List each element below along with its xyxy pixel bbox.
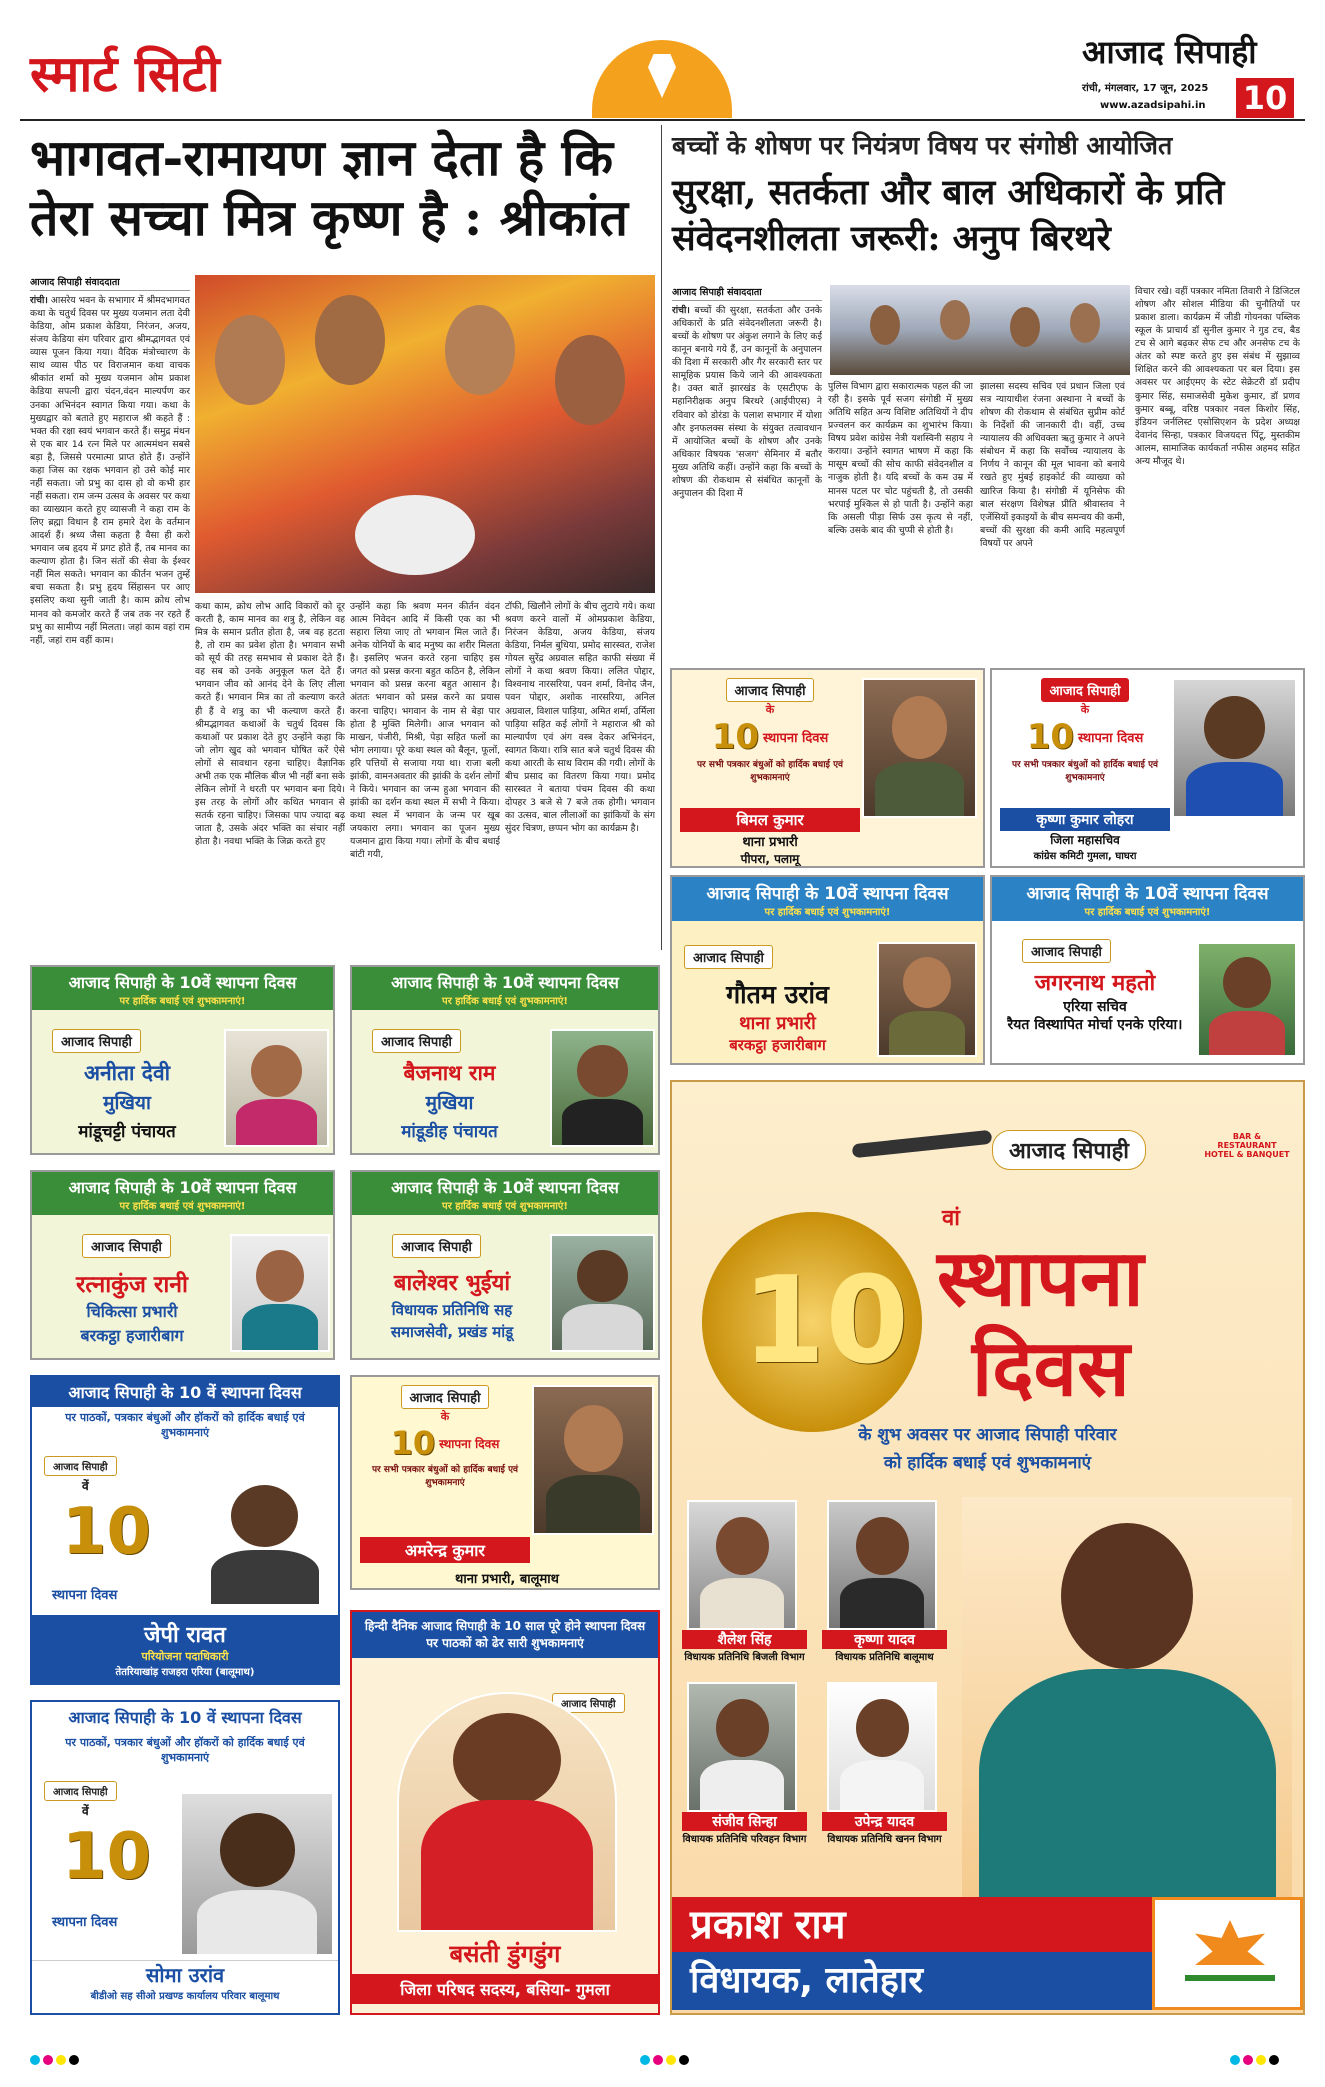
ad-soma-oraon: [30, 1700, 340, 2015]
ad-place: मांडूडीह पंचायत: [401, 1122, 498, 1142]
ad-subheader: पर हार्दिक बधाई एवं शुभकामनाएं!: [352, 1198, 658, 1215]
left-col3-text: उन्होंने कहा कि श्रवण मनन कीर्तन वंदन आत्म निवेदन आदि में किसी एक का भी सहारा लिया जाए तो भगवान मिल जाते हैं। अनेक योनियों के बाद मनुष्य का शरीर मिलता है। इसलिए भजन करते रहना चाहिए इस जगत को प्रसन्न करना बहुत कठिन है, लेकिन भगवान को प्रसन्न करना बहुत आसान है। अंततः भगवान को प्रसन्न करने का प्रयास करना चाहिए। भगवान के नाम से बेड़ा पार होता है मुक्ति मिलेगी। आज भगवान को माखन, पंजीरी, मिश्री, पेड़ा सहित फलों का भोग लगाया। पूरे कथा स्थल को बैलून, फूलों, हरि पत्तियों से सजाया गया था। राजा बली झांकी, वामनअवतार की झांकी के दर्शन लोगों ने किये। भगवान का जन्म हुआ भगवान की झांकी का दर्शन कथा स्थल में सभी ने किया। कथा स्थल में भगवान के जन्म पर खूब जयकारा लगा। भगवान का पूजन मुख्य यजमान द्वारा किया गया। लोगों के बीच बधाई बांटी गयी,: [350, 601, 500, 861]
right-byline: आजाद सिपाही संवाददाता: [672, 285, 822, 301]
ad-header: आजाद सिपाही के 10वें स्थापना दिवस: [672, 877, 983, 904]
left-col2-text: कथा काम, क्रोध लोभ आदि विकारों को दूर करती है, काम मानव का शत्रु है, लेकिन वह मित्र के समान प्रतीत होता है, जब वह हटता है, तो राम का प्रवेश होता है। भगवान सभी को सूर्य की तरह समभाव से प्रकाश देते हैं। वह सब को उनके अनुकूल फल देते हैं। भगवान जीव को आनंद देने के लिए लीला करते हैं। भगवान मित्र का तो कल्याण करते ही हैं वे शत्रु का भी कल्याण करते हैं। श्रीमद्भागवत कथाओं के चतुर्थ दिवस कि कथाओं पर प्रकाश देते हुए उन्होंने कहा कि जो लोग खुद को भगवान घोषित करें ऐसे लोगों से सावधान रहना चाहिए। वैज्ञानिक अभी तक एक मौलिक बीज भी नहीं बना सके लेकिन लोगों ने धरती पर भगवान बना दिये। इस तरह के लोगों और कथित भगवान से सतर्क रहना चाहिए। जिसका पाप ज्यादा बढ़ जाता है, उसके अंदर भक्ति का संचार नहीं होता है। नवधा भक्ति के जिक्र करते हुए: [195, 601, 345, 848]
ad-occasion: स्थापना दिवस: [52, 1588, 118, 1603]
left-byline: आजाद सिपाही संवाददाता: [30, 275, 190, 291]
ten-number: 10: [62, 1495, 152, 1569]
ad-logo: आजाद सिपाही: [372, 1029, 461, 1053]
registration-marks-left: [30, 2050, 82, 2069]
ten-medal: [680, 717, 860, 757]
portrait: [862, 678, 977, 818]
ad-role: मुखिया: [103, 1092, 151, 1114]
ad-subheader: पर हार्दिक बधाई एवं शुभकामनाएं!: [32, 993, 333, 1010]
ad-logo: आजाद सिपाही: [1041, 678, 1130, 702]
ad-name: कृष्णा कुमार लोहरा: [1000, 808, 1170, 831]
ad-header: आजाद सिपाही के 10वें स्थापना दिवस: [32, 967, 333, 993]
portrait-sanjeev: [687, 1682, 797, 1812]
ten-number: 10: [1026, 717, 1075, 757]
ad-ke: के: [765, 703, 775, 716]
ad-ke: के: [1080, 703, 1090, 716]
ad-occasion: स्थापना दिवस: [1078, 731, 1144, 746]
pen-nib-icon: [648, 54, 676, 98]
ad-baijnath-ram: [350, 965, 660, 1155]
ad-place: तेतरियाखांड़ राजहरा एरिया (बालूमाथ): [115, 1667, 255, 1678]
p1-role: विधायक प्रतिनिधि बिजली विभाग: [684, 1652, 805, 1663]
left-col1-clip: [30, 275, 190, 950]
ad-greeting: पर सभी पत्रकार बंधुओं को हार्दिक बधाई एवं शुभकामनाएं: [1011, 760, 1159, 783]
ad-subheader: पर पाठकों, पत्रकार बंधुओं और हॉकरों को हार्दिक बधाई एवं शुभकामनाएं: [65, 1736, 305, 1764]
ad-greeting: पर सभी पत्रकार बंधुओं को हार्दिक बधाई एवं शुभकामनाएं: [696, 760, 844, 783]
ad-ratnakunj-rani: [30, 1170, 335, 1360]
left-dateline: रांची।: [30, 295, 48, 306]
portrait: [550, 1234, 655, 1352]
ad-anita-devi: [30, 965, 335, 1155]
p4-role: विधायक प्रतिनिधि खनन विभाग: [827, 1834, 942, 1845]
registration-marks-center: [640, 2050, 692, 2069]
masthead: [0, 0, 1325, 120]
ad-role: मुखिया: [425, 1092, 474, 1114]
ad-prakash-ram: [670, 1080, 1305, 2015]
portrait: [397, 1692, 617, 1932]
big-title-2: दिवस: [972, 1323, 1130, 1414]
right-col2-text: पुलिस विभाग द्वारा सकारात्मक पहल की जा रही है। इसके पूर्व सजग संगोष्ठी में मुख्य अतिथि सहित अन्य विशिष्ट अतिथियों ने दीप प्रज्वलन कर कार्यक्रम का शुभारंभ किया। विषय प्रवेश कांग्रेस नेत्री यशस्विनी सहाय ने कराया। उन्होंने स्वागत भाषण में कहा कि मासूम बच्चों की सोच काफी संवेदनशील व नाजुक होती है। यदि बच्चों के कम उम्र में मानस पटल पर चोट पहुंचती है, तो उसकी भरपाई मुश्किल से हो पाती है। उन्होंने कहा कि असली पीड़ा सिर्फ उस कृत्य से नहीं, बल्कि उसके बाद की चुप्पी से होती है।: [828, 381, 973, 536]
ad-header: आजाद सिपाही के 10वें स्थापना दिवस: [352, 967, 658, 993]
p2-name: कृष्णा यादव: [822, 1630, 947, 1649]
p3-name: संजीव सिन्हा: [682, 1812, 807, 1831]
ad-logo: आजाद सिपाही: [52, 1029, 141, 1053]
ad-krishna-lohra: [990, 668, 1305, 868]
ad-occasion: स्थापना दिवस: [439, 1436, 500, 1451]
ad-name: अनीता देवी: [83, 1061, 171, 1085]
left-headline: भागवत-रामायण ज्ञान देता है कि तेरा सच्चा मित्र कृष्ण है : श्रीकांत: [30, 128, 628, 247]
right-col-1: [672, 285, 822, 660]
ad-baleshwar-bhuiyan: [350, 1170, 660, 1360]
ad-amrendra-kumar: [350, 1375, 660, 1590]
ad-subheader: पर हार्दिक बधाई एवं शुभकामनाएं!: [32, 1198, 333, 1215]
section-title: स्मार्ट सिटी: [30, 44, 220, 103]
ad-subheader: पर हार्दिक बधाई एवं शुभकामनाएं!: [672, 904, 983, 921]
ad-logo: आजाद सिपाही: [726, 678, 815, 702]
ten-number: 10: [711, 717, 760, 757]
big-title-1: स्थापना: [937, 1233, 1144, 1324]
ad-role: थाना प्रभारी, बालूमाथ: [455, 1572, 559, 1587]
portrait: [182, 1794, 332, 1954]
ad-role: थाना प्रभारी: [742, 835, 798, 850]
pen-nib-emblem: [592, 40, 732, 118]
ad-role: थाना प्रभारी: [739, 1013, 816, 1034]
ad-jp-rawat: [30, 1375, 340, 1685]
p3-role: विधायक प्रतिनिधि परिवहन विभाग: [682, 1834, 807, 1845]
ad-ve: वें: [82, 1804, 89, 1818]
portrait: [877, 942, 977, 1057]
page-number: 10: [1236, 78, 1294, 118]
website[interactable]: www.azadsipahi.in: [1100, 100, 1206, 111]
right-col1-text: बच्चों की सुरक्षा, सतर्कता और उनके अधिकारों के प्रति संवेदनशीलता जरूरी है। बच्चों के शोषण पर अंकुश लगाने के लिए कई कानून बनाये गये हैं, उन कानूनों के अनुपालन की दिशा में सरकारी और गैर सरकारी स्तर पर सामूहिक प्रयास किये जाने की आवश्यकता है। उक्त बातें झारखंड के एसटीएफ के महानिरीक्षक अनुप बिरथरे (आईपीएस) ने रविवार को डोरंडा के पलाश सभागार में योशा और इनफलक्स संस्था के संयुक्त तत्वावधान में आयोजित बच्चों के शोषण और उनके अधिकार विषयक 'सजग' सेमिनार में बतौर मुख्य अतिथि कहीं। उन्होंने कहा कि बच्चों के शोषण की रोकथाम से संबंधित कानूनों के अनुपालन की दिशा में: [672, 305, 822, 499]
portrait-krishna-yadav: [827, 1500, 937, 1630]
ad-role: परियोजना पदाधिकारी: [141, 1650, 229, 1663]
column-divider: [661, 125, 662, 950]
big-message-2: को हार्दिक बधाई एवं शुभकामनाएं: [883, 1453, 1092, 1473]
ad-place: कांग्रेस कमिटी गुमला, घाघरा: [1033, 851, 1137, 862]
ad-name: बिमल कुमार: [680, 808, 860, 832]
ad-header: आजाद सिपाही के 10 वें स्थापना दिवस: [32, 1377, 338, 1407]
ad-header: आजाद सिपाही के 10वें स्थापना दिवस: [352, 1172, 658, 1198]
ad-role: बीडीओ सह सीओ प्रखण्ड कार्यालय परिवार बालूमाथ: [90, 1991, 280, 2002]
right-col4-text: विचार रखे। वहीं पत्रकार नमिता तिवारी ने डिजिटल शोषण और सोशल मीडिया की चुनौतियों पर प्रकाश डाला। कार्यक्रम में जीडी गोयनका पब्लिक स्कूल के प्राचार्य डॉ सुनील कुमार ने गुड टच, बैड टच से आगे बढ़कर सेफ टच और अनसेफ टच के अंतर को स्पष्ट करते हुए इस संबंध में सुझाव्व शिक्षित करने की आवश्यकता पर बल दिया। इस अवसर पर आईएमए के स्टेट सेक्रेटरी डॉ प्रदीप कुमार सिंह, समाजसेवी मुकेश कुमार, डॉ प्रणव कुमार बब्बू, वरिष्ठ पत्रकार नवल किशोर सिंह, इंडियन जर्नलिस्ट एसोसिएशन के प्रदेश अध्यक्ष देवानंद सिन्हा, पत्रकार विजयदत्त पिंटू, मुस्तकीम आलम, सामाजिक कार्यकर्ता नफीस अहमद सहित अन्य मौजूद थे।: [1135, 286, 1300, 467]
right-kicker: बच्चों के शोषण पर नियंत्रण विषय पर संगोष्ठी आयोजित: [672, 131, 1173, 160]
right-dateline: रांची।: [672, 305, 690, 316]
left-col1-text: आसरेय भवन के सभागार में श्रीमदभागवत कथा के चतुर्थ दिवस पर मुख्य यजमान लता देवी केडिया, ओम प्रकाश केडिया, निरंजन, अजय, संजय केडिया संग परिवार द्वारा श्रीमद्भागवत एवं व्यास पूजन किया गया। वैदिक मंत्रोच्चारण के साथ व्यास पीठ पर विराजमान कथा वाचक श्रीकांत शर्मा को मुख्य यजमान ओम प्रकाश केडिया सपत्नी द्वारा चंदन,वंदन माल्यर्पण कर उनका अभिनंदन स्वागत किया गया। कथा के मुख्यद्वार को बताते हुए महाराज श्री कहते हैं : भक्त की रक्षा स्वयं भगवान करते हैं। समुद्र मंथन से एक बार 14 रत्न मिले पर आत्ममंथन सबसे बड़ा है, जिससे परमात्मा प्राप्त होते हैं। उन्होंने कहा जिस का रक्षक भगवान हो उसे कोई मार नहीं सकता। जो प्रभु का दास हो वो कभी हार नहीं सकता। राम जन्म उत्सव के अवसर पर कथा का व्याख्यान करते हुए व्यासजी ने कहा राम के लिए ब्रह्मा विधान है राम हमारे देश के वर्तमान आदर्श हैं। श्रध्य जैसा कहता है वैसा ही करो भगवान जब हृदय में प्रगट होते हैं, तब मानव का कल्याण होता है। जिन संतों की सेवा के ईश्वर नहीं मिल सकते। भगवान का कीर्तन भजन तुम्हें बचा सकता है। प्रभु हृदय सिंहासन पर आए इसलिए कथा सुनी जाती है। काम क्रोध लोभ मानव को कमजोर करते हैं जब तक नर रहते हैं प्रभु का सामीप्य नहीं मिलता। जहां काम वहां राम नहीं, जहां राम वहीं काम।: [30, 295, 190, 646]
ad-occasion: स्थापना दिवस: [763, 731, 829, 746]
portrait: [550, 1029, 655, 1147]
ad-subheader: पर हार्दिक बधाई एवं शुभकामनाएं!: [352, 993, 658, 1010]
portrait: [197, 1469, 332, 1604]
ad-role: जिला महासचिव: [1050, 833, 1120, 847]
ad-jagarnath-mahto: [990, 875, 1305, 1065]
ten-number: 10: [62, 1820, 152, 1894]
ten-number: 10: [390, 1424, 436, 1462]
main-name: प्रकाश राम: [690, 1901, 846, 1948]
ad-header: आजाद सिपाही के 10 वें स्थापना दिवस: [32, 1702, 338, 1732]
ad-place: मांडूचट्टी पंचायत: [78, 1122, 176, 1142]
p4-name: उपेन्द्र यादव: [822, 1812, 947, 1831]
ad-name: बैजनाथ राम: [403, 1061, 496, 1085]
ad-occasion: स्थापना दिवस: [52, 1915, 118, 1930]
ten-medal: [360, 1424, 530, 1462]
big-vaan: वां: [942, 1206, 960, 1231]
ad-logo: आजाद सिपाही: [401, 1385, 490, 1409]
ad-name: गौतम उरांव: [726, 980, 829, 1009]
ad-logo: आजाद सिपाही: [1022, 939, 1111, 963]
ad-basanti-dungdung: [350, 1610, 660, 2015]
portrait: [224, 1029, 329, 1147]
ad-subheader: पर पाठकों, पत्रकार बंधुओं और हॉकरों को हार्दिक बधाई एवं शुभकामनाएं: [65, 1411, 305, 1439]
ad-header: आजाद सिपाही के 10वें स्थापना दिवस: [32, 1172, 333, 1198]
ad-place: बरकट्ठा हजारीबाग: [729, 1036, 826, 1054]
ad-ke: के: [440, 1410, 450, 1423]
left-col4-text: टॉफी, खिलौने लोगों के बीच लुटाये गये। कथा श्रवण करने वालों में ओमप्रकाश केडिया, निरंजन केडिया, अजय केडिया, संजय केडिया, निर्मल बुधिया, प्रमोद सारस्वत, राजेश गोयल सुरेंद्र अग्रवाल सहित काफी संख्या में लोगों ने कथा श्रवण किया। ललित पोद्दार, विश्वनाथ नारसरिया, पवन शर्मा, विनोद जैन, पवन पोद्दार, अशोक नारसरिया, अनिल अग्रवाल, विशाल पाड़िया, अमित शर्मा, उर्मिला पाड़िया सहित कई लोगों ने महाराज श्री को माल्यार्पण एवं अंग वस्त्र देकर अभिनंदन, स्वागत किया। रात्रि सात बजे चतुर्थ दिवस की कथा आरती के साथ विराम की गयी। लोगों के बीच प्रसाद का वितरण किया गया। प्रमोद सारस्वत ने बताया पंचम दिवस की कथा दोपहर 3 बजे से 7 बजे तक होगी। भगवान का उत्सव, बाल लीलाओं का झांकियों के संग सुंदर चित्रण, छप्पन भोग का कार्यक्रम है।: [505, 601, 655, 835]
ad-logo: आजाद सिपाही: [44, 1456, 117, 1476]
p1-name: शैलेश सिंह: [682, 1630, 807, 1649]
ad-role: एरिया सचिव: [1063, 999, 1127, 1015]
ad-place: पीपरा, पलामू: [740, 852, 800, 866]
ad-logo: आजाद सिपाही: [992, 1130, 1146, 1170]
ad-header: आजाद सिपाही के 10वें स्थापना दिवस: [992, 877, 1303, 904]
right-lead-photo: [830, 285, 1130, 375]
masthead-rule: [20, 119, 1305, 121]
ad-name: जगरनाथ महतो: [1034, 971, 1156, 996]
ad-name: सोमा उरांव: [145, 1963, 225, 1987]
main-role: विधायक, लातेहार: [690, 1960, 923, 2001]
right-headline: सुरक्षा, सतर्कता और बाल अधिकारों के प्रति संवेदनशीलता जरूरी: अनुप बिरथरे: [672, 172, 1225, 259]
portrait: [230, 1234, 330, 1352]
portrait: [532, 1385, 654, 1535]
ad-gautam-oraon: [670, 875, 985, 1065]
p2-role: विधायक प्रतिनिधि बालूमाथ: [835, 1652, 934, 1663]
portrait-prakash-ram: [962, 1497, 1292, 1927]
ad-name: अमरेन्द्र कुमार: [360, 1537, 530, 1563]
portrait-shailesh: [687, 1500, 797, 1630]
date-line: रांची, मंगलवार, 17 जून, 2025: [1082, 83, 1209, 94]
portrait-upendra: [827, 1682, 937, 1812]
ad-place: समाजसेवी, प्रखंड मांडू: [390, 1323, 514, 1341]
ad-header: हिन्दी दैनिक आजाद सिपाही के 10 साल पूरे होने स्थापना दिवस पर पाठकों को ढेर सारी शुभकामनाएं: [352, 1612, 658, 1658]
sponsor-tag: BAR & RESTAURANT HOTEL & BANQUET: [1204, 1132, 1290, 1159]
right-col3-text: झालसा सदस्य सचिव एवं प्रधान जिला एवं सत्र न्यायाधीश रंजना अस्थाना ने बच्चों के शोषण की रोकथाम से संबंधित सुप्रीम कोर्ट के निर्देशों की जानकारी दी। वहीं, उच्च न्यायालय की अधिवक्ता ऋतु कुमार ने अपने संबोधन में कहा कि सर्वोच्च न्यायालय के निर्णय ने कानून की मूल भावना को बनाये रखते हुए मुंबई हाइकोर्ट की व्याख्या को खारिज किया है। संगोष्ठी में यूनिसेफ की बाल संरक्षण विशेषज्ञ प्रीति श्रीवास्तव ने एजेंसियों इकाइयों के बीच समन्वय की कमी, बच्चों की सुरक्षा की कमी आदि महत्वपूर्ण विषयों पर अपने: [980, 381, 1125, 549]
pen-icon: [852, 1130, 993, 1159]
ad-logo: आजाद सिपाही: [44, 1781, 117, 1801]
ad-name: रत्नाकुंज रानी: [75, 1272, 188, 1298]
ad-role: जिला परिषद सदस्य, बसिया- गुमला: [352, 1974, 658, 2004]
ad-logo: आजाद सिपाही: [392, 1234, 481, 1258]
ten-number: 10: [742, 1252, 909, 1391]
paper-name: आजाद सिपाही: [1082, 33, 1257, 71]
registration-marks-right: [1230, 2050, 1282, 2069]
portrait: [1197, 942, 1297, 1057]
ad-ve: वें: [82, 1479, 89, 1493]
ad-logo: आजाद सिपाही: [684, 945, 773, 969]
ad-place: रैयत विस्थापित मोर्चा एनके एरिया।: [1007, 1017, 1183, 1033]
left-lead-photo: [195, 275, 655, 593]
ad-greeting: पर सभी पत्रकार बंधुओं को हार्दिक बधाई एवं शुभकामनाएं: [371, 1465, 519, 1488]
ad-role: चिकित्सा प्रभारी: [86, 1302, 178, 1321]
lotus-icon: [1152, 1897, 1303, 2010]
ad-logo: आजाद सिपाही: [552, 1693, 625, 1713]
ad-subheader: पर हार्दिक बधाई एवं शुभकामनाएं!: [992, 904, 1303, 921]
ad-name: जेपी रावत: [144, 1622, 226, 1648]
anniversary-medal: [702, 1212, 922, 1432]
ad-vimal-kumar: [670, 668, 985, 868]
big-message-1: के शुभ अवसर पर आजाद सिपाही परिवार: [858, 1425, 1117, 1445]
portrait: [1172, 678, 1297, 818]
ad-place: बरकट्ठा हजारीबाग: [80, 1326, 184, 1345]
ad-name: बालेश्वर भुईयां: [393, 1271, 511, 1296]
ten-medal: [1000, 717, 1170, 757]
ad-logo: आजाद सिपाही: [82, 1234, 171, 1258]
ad-role: विधायक प्रतिनिधि सह: [391, 1301, 513, 1319]
ad-name: बसंती डुंगडुंग: [449, 1940, 561, 1968]
